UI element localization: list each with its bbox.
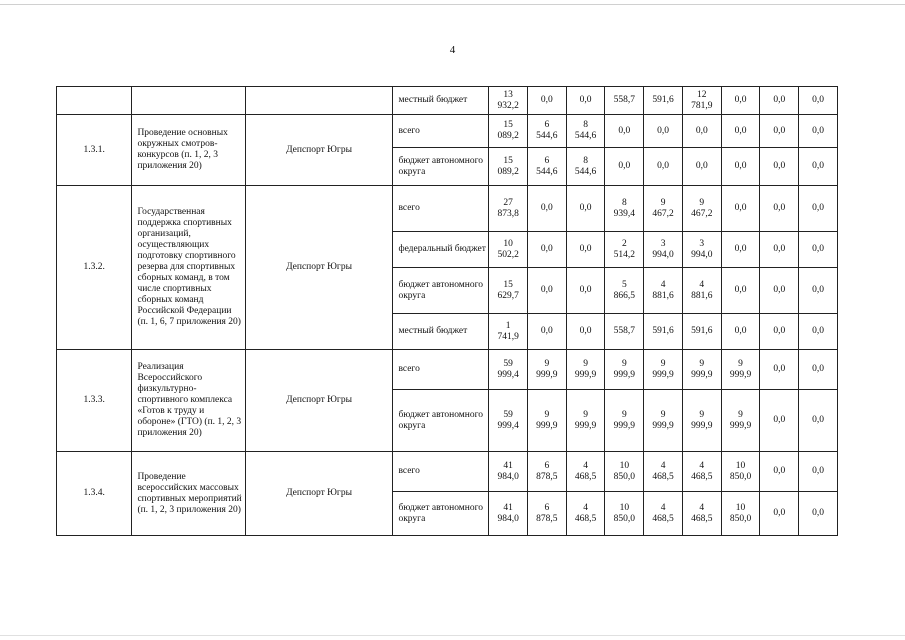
value-cell: 0,0 [566,232,605,268]
value-cell: 13 932,2 [489,87,528,115]
value-cell: 0,0 [799,87,838,115]
value-cell: 0,0 [760,186,799,232]
value-cell: 9 999,9 [605,390,644,452]
budget-table-body [57,87,838,536]
value-cell: 4 468,5 [682,452,721,492]
value-cell: 6 878,5 [528,452,567,492]
event-name: Государственная поддержка спортивных организаций, осуществляющих подготовку спортивного резерва для спортивных сборных команд, в том числе спортивных сборных команд Российской Федерации (п. 1, 6, 7 приложения 20) [132,186,245,350]
value-cell: 0,0 [799,314,838,350]
value-cell: 0,0 [760,350,799,390]
value-cell: 0,0 [799,452,838,492]
value-cell: 0,0 [528,87,567,115]
funding-source: всего [393,115,489,148]
value-cell: 8 939,4 [605,186,644,232]
value-cell: 0,0 [799,350,838,390]
value-cell: 9 999,9 [566,350,605,390]
value-cell: 4 468,5 [682,492,721,536]
value-cell: 4 881,6 [644,268,683,314]
value-cell: 9 999,9 [605,350,644,390]
value-cell: 0,0 [760,314,799,350]
value-cell: 0,0 [721,314,760,350]
funding-source: местный бюджет [393,314,489,350]
funding-source: всего [393,350,489,390]
table-row [57,115,838,148]
value-cell: 0,0 [528,186,567,232]
executor-name: Депспорт Югры [245,452,393,536]
value-cell: 1 741,9 [489,314,528,350]
value-cell: 0,0 [566,87,605,115]
value-cell: 0,0 [799,115,838,148]
funding-source: бюджет автономного округа [393,268,489,314]
value-cell: 9 999,9 [721,350,760,390]
value-cell: 0,0 [721,268,760,314]
page-number: 4 [449,44,456,56]
value-cell: 0,0 [799,390,838,452]
value-cell: 4 881,6 [682,268,721,314]
value-cell: 0,0 [721,115,760,148]
value-cell: 4 468,5 [566,492,605,536]
value-cell: 15 089,2 [489,115,528,148]
value-cell: 12 781,9 [682,87,721,115]
value-cell: 8 544,6 [566,148,605,186]
value-cell: 2 514,2 [605,232,644,268]
value-cell: 3 994,0 [644,232,683,268]
value-cell: 0,0 [528,268,567,314]
value-cell: 558,7 [605,87,644,115]
funding-source: бюджет автономного округа [393,148,489,186]
value-cell: 10 850,0 [721,492,760,536]
value-cell: 0,0 [760,87,799,115]
value-cell: 0,0 [566,314,605,350]
value-cell: 10 850,0 [605,492,644,536]
value-cell: 41 984,0 [489,492,528,536]
value-cell: 0,0 [799,268,838,314]
value-cell: 6 878,5 [528,492,567,536]
value-cell: 0,0 [760,268,799,314]
value-cell: 9 999,9 [682,390,721,452]
value-cell: 0,0 [682,148,721,186]
value-cell: 6 544,6 [528,148,567,186]
value-cell: 9 999,9 [644,350,683,390]
value-cell: 0,0 [682,115,721,148]
value-cell: 10 502,2 [489,232,528,268]
value-cell: 0,0 [605,115,644,148]
value-cell: 9 999,9 [682,350,721,390]
event-name: Проведение основных окружных смотров-конкурсов (п. 1, 2, 3 приложения 20) [132,115,245,186]
row-number: 1.3.4. [57,452,132,536]
value-cell: 0,0 [566,268,605,314]
funding-source: всего [393,452,489,492]
row-number: 1.3.3. [57,350,132,452]
value-cell: 27 873,8 [489,186,528,232]
value-cell: 0,0 [760,492,799,536]
value-cell: 0,0 [721,87,760,115]
value-cell: 41 984,0 [489,452,528,492]
value-cell: 9 999,9 [566,390,605,452]
value-cell: 0,0 [760,232,799,268]
value-cell: 15 629,7 [489,268,528,314]
funding-source: всего [393,186,489,232]
value-cell: 558,7 [605,314,644,350]
funding-source: бюджет автономного округа [393,390,489,452]
value-cell: 0,0 [528,232,567,268]
value-cell: 591,6 [682,314,721,350]
value-cell: 6 544,6 [528,115,567,148]
value-cell: 59 999,4 [489,390,528,452]
value-cell: 0,0 [799,492,838,536]
value-cell: 59 999,4 [489,350,528,390]
row-number [57,87,132,115]
value-cell: 0,0 [644,115,683,148]
value-cell: 0,0 [760,390,799,452]
row-number: 1.3.1. [57,115,132,186]
value-cell: 0,0 [799,186,838,232]
executor-name: Депспорт Югры [245,186,393,350]
value-cell: 9 467,2 [682,186,721,232]
funding-source: местный бюджет [393,87,489,115]
budget-table [56,86,838,536]
value-cell: 8 544,6 [566,115,605,148]
value-cell: 10 850,0 [721,452,760,492]
executor-name: Депспорт Югры [245,115,393,186]
funding-source: бюджет автономного округа [393,492,489,536]
table-row [57,186,838,232]
value-cell: 9 999,9 [644,390,683,452]
row-number: 1.3.2. [57,186,132,350]
value-cell: 15 089,2 [489,148,528,186]
value-cell: 9 999,9 [528,390,567,452]
value-cell: 3 994,0 [682,232,721,268]
value-cell: 0,0 [721,186,760,232]
value-cell: 0,0 [760,148,799,186]
value-cell: 0,0 [605,148,644,186]
value-cell: 10 850,0 [605,452,644,492]
value-cell: 0,0 [566,186,605,232]
event-name: Проведение всероссийских массовых спортивных мероприятий (п. 1, 2, 3 приложения 20) [132,452,245,536]
value-cell: 0,0 [760,115,799,148]
value-cell: 0,0 [799,148,838,186]
value-cell: 591,6 [644,314,683,350]
value-cell: 0,0 [721,148,760,186]
scan-edge-bottom [0,635,905,636]
value-cell: 591,6 [644,87,683,115]
value-cell: 0,0 [644,148,683,186]
value-cell: 9 467,2 [644,186,683,232]
scan-edge-top [0,4,905,5]
value-cell: 4 468,5 [644,452,683,492]
table-row [57,452,838,492]
value-cell: 9 999,9 [721,390,760,452]
table-row [57,350,838,390]
executor-name [245,87,393,115]
table-row [57,87,838,115]
value-cell: 4 468,5 [566,452,605,492]
funding-source: федеральный бюджет [393,232,489,268]
value-cell: 0,0 [760,452,799,492]
event-name: Реализация Всероссийского физкультурно-спортивного комплекса «Готов к труду и обороне» (ГТО) (п. 1, 2, 3 приложения 20) [132,350,245,452]
value-cell: 4 468,5 [644,492,683,536]
value-cell: 9 999,9 [528,350,567,390]
value-cell: 0,0 [528,314,567,350]
value-cell: 0,0 [721,232,760,268]
executor-name: Депспорт Югры [245,350,393,452]
event-name [132,87,245,115]
value-cell: 0,0 [799,232,838,268]
value-cell: 5 866,5 [605,268,644,314]
